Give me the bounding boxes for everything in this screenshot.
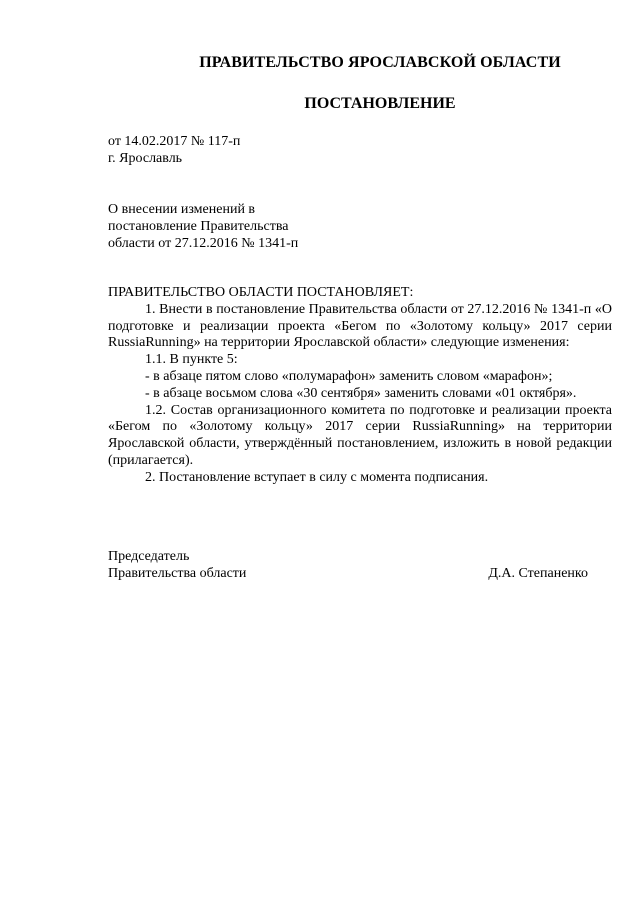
government-title: ПРАВИТЕЛЬСТВО ЯРОСЛАВСКОЙ ОБЛАСТИ <box>199 54 561 71</box>
document-type: ПОСТАНОВЛЕНИЕ <box>304 95 456 112</box>
document-subject <box>108 201 298 252</box>
document-meta <box>108 133 240 167</box>
subject-line: О внесении изменений в <box>108 202 256 217</box>
bullet-item: - в абзаце восьмом слова «30 сентября» заменить словами «01 октября». <box>145 385 577 401</box>
city: г. Ярославль <box>108 151 183 166</box>
paragraph-1-1: 1.1. В пункте 5: <box>145 352 238 368</box>
subject-line: области от 27.12.2016 № 1341-п <box>108 236 299 251</box>
subject-line: постановление Правительства <box>108 219 289 234</box>
signature-row <box>108 565 588 582</box>
date-number: от 14.02.2017 № 117-п <box>108 134 241 149</box>
signatory-name: Д.А. Степаненко <box>488 566 588 581</box>
bullet-item: - в абзаце пятом слово «полумарафон» заменить словом «марафон»; <box>145 368 553 384</box>
paragraph-1: 1. Внести в постановление Правительства области от 27.12.2016 № 1341-п «О подготовке и реализации проекта «Бегом по «Золотому кольцу» 2017 серии RussiaRunning» на территории Ярославской области» следующие изменения: <box>108 301 612 351</box>
signature-block <box>108 548 588 582</box>
signatory-title-line2: Правительства области <box>108 566 247 581</box>
decree-line: ПРАВИТЕЛЬСТВО ОБЛАСТИ ПОСТАНОВЛЯЕТ: <box>108 285 414 300</box>
paragraph-2: 2. Постановление вступает в силу с момента подписания. <box>145 469 489 485</box>
paragraph-1-2: 1.2. Состав организационного комитета по подготовке и реализации проекта «Бегом по «Золотому кольцу» 2017 серии RussiaRunning» на территории Ярославской области, утверждённый постановлением, изложить в новой редакции (прилагается). <box>108 402 612 468</box>
signatory-title-line1: Председатель <box>108 549 190 564</box>
document-body <box>108 285 612 487</box>
